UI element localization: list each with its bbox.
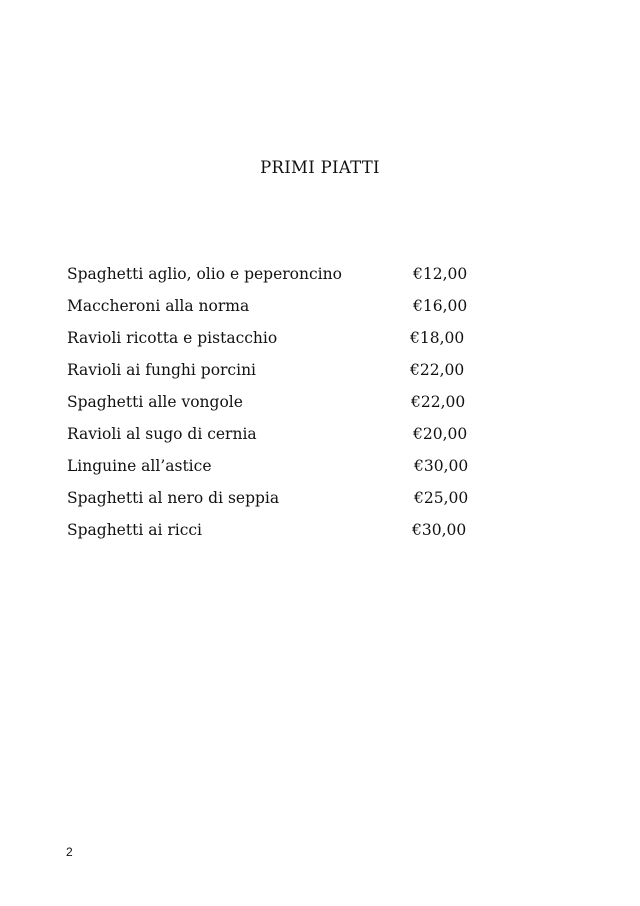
dish-price: €12,00 (413, 265, 468, 283)
menu-item (67, 455, 487, 487)
menu-item (67, 359, 487, 391)
menu-list (67, 263, 487, 551)
dish-name: Spaghetti alle vongole (67, 393, 243, 411)
dish-name: Ravioli ricotta e pistacchio (67, 329, 278, 347)
dish-price: €16,00 (413, 297, 468, 315)
menu-item (67, 263, 487, 295)
dish-price: €22,00 (410, 361, 465, 379)
dish-name: Spaghetti al nero di seppia (67, 489, 280, 507)
menu-item (67, 519, 487, 551)
menu-item (67, 423, 487, 455)
dish-price: €22,00 (411, 393, 466, 411)
dish-name: Linguine all’astice (67, 457, 212, 475)
dish-name: Spaghetti aglio, olio e peperoncino (67, 265, 342, 283)
dish-price: €20,00 (413, 425, 468, 443)
dish-name: Ravioli ai funghi porcini (67, 361, 257, 379)
menu-item (67, 487, 487, 519)
dish-name: Maccheroni alla norma (67, 297, 250, 315)
menu-item (67, 391, 487, 423)
dish-price: €25,00 (414, 489, 469, 507)
menu-item (67, 295, 487, 327)
dish-name: Ravioli al sugo di cernia (67, 425, 257, 443)
page-title: PRIMI PIATTI (260, 158, 380, 177)
dish-price: €30,00 (414, 457, 469, 475)
menu-item (67, 327, 487, 359)
dish-price: €30,00 (412, 521, 467, 539)
page-number: 2 (66, 845, 73, 859)
dish-price: €18,00 (410, 329, 465, 347)
dish-name: Spaghetti ai ricci (67, 521, 203, 539)
